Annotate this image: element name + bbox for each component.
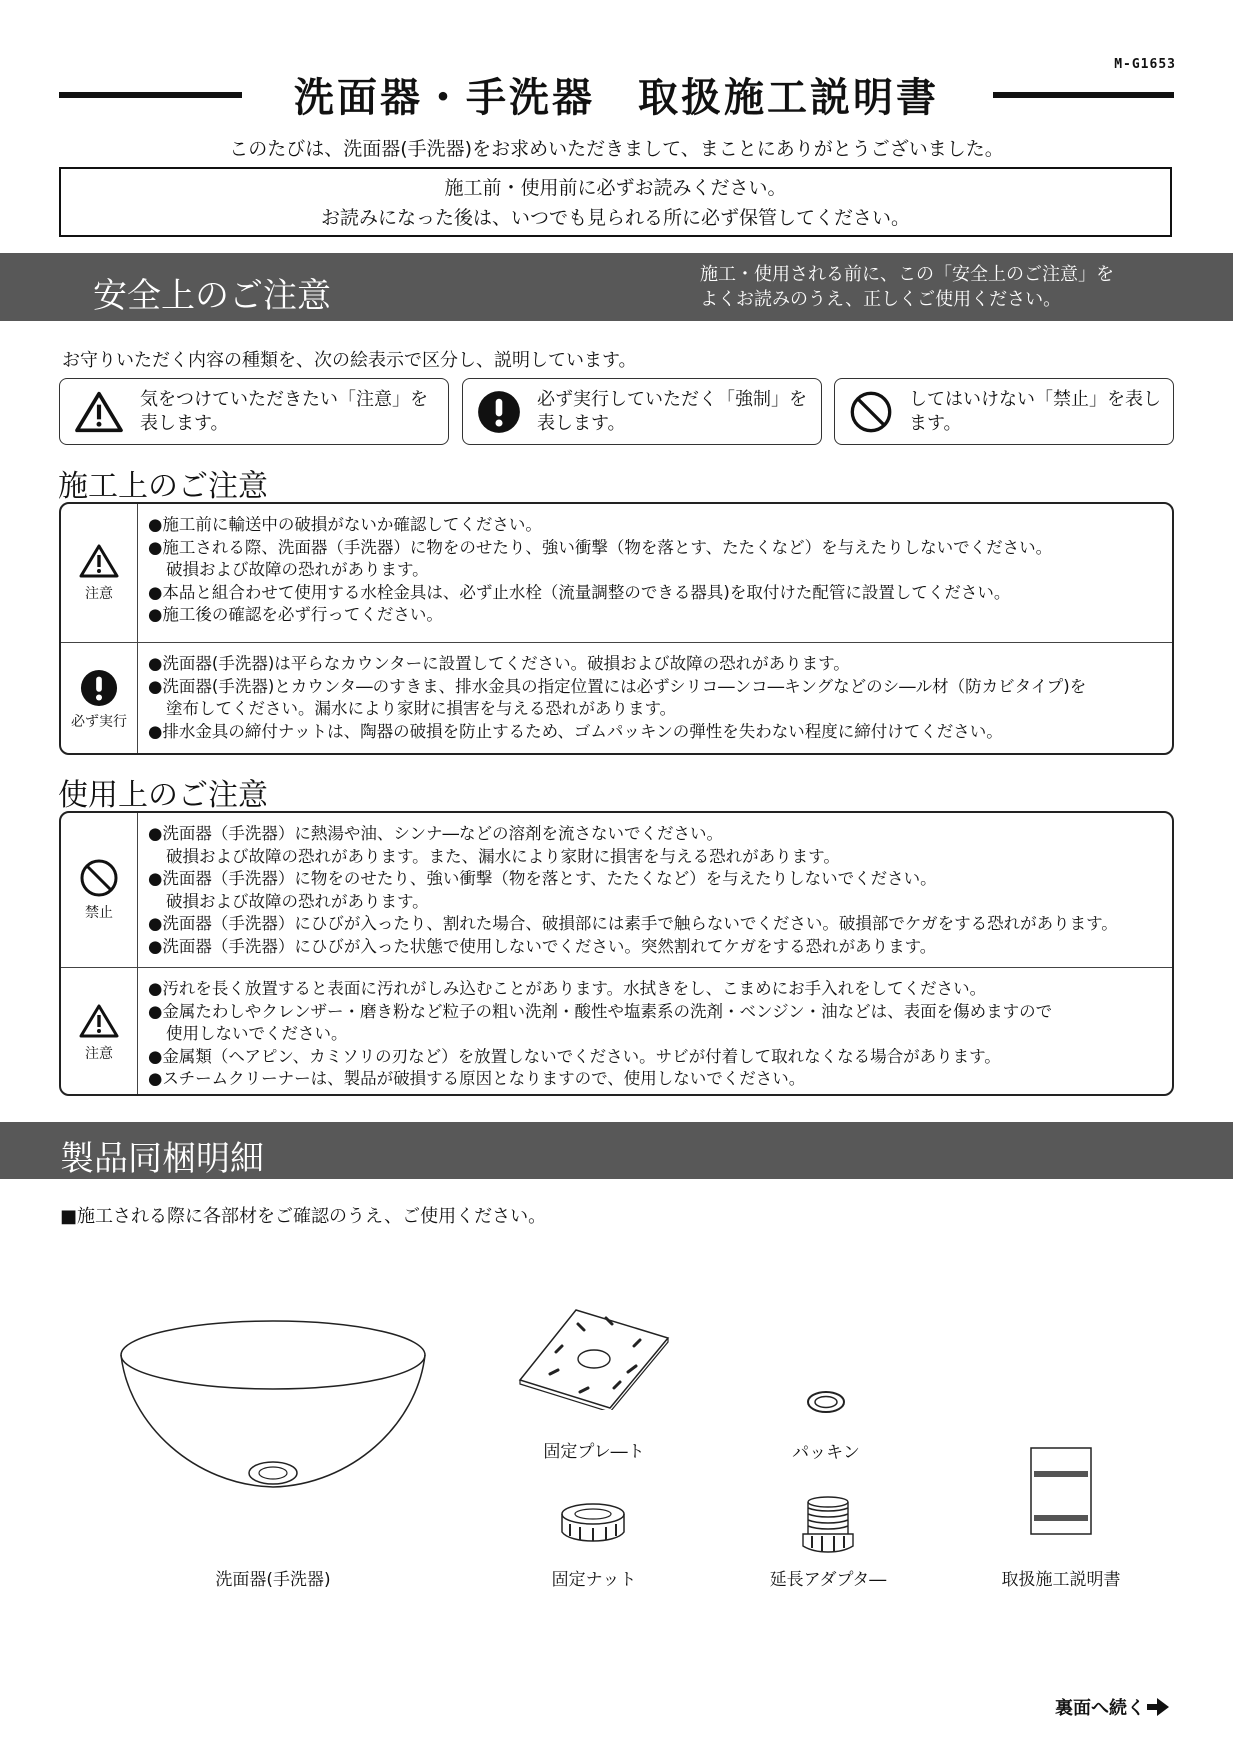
legend-text: ます。 bbox=[909, 412, 962, 434]
contents-header-band bbox=[0, 1122, 1233, 1179]
read-before-notice bbox=[59, 167, 1172, 237]
safety-note-line: 施工・使用される前に、この「安全上のご注意」を bbox=[700, 264, 1114, 285]
notice-line: 施工前・使用前に必ずお読みください。 bbox=[444, 177, 787, 199]
safety-header-band bbox=[0, 253, 1233, 321]
list-item: ●施工後の確認を必ず行ってください。 bbox=[148, 605, 443, 624]
item-caption: 洗面器(手洗器) bbox=[215, 1570, 331, 1590]
usage-caution-row bbox=[61, 967, 1172, 1096]
list-item: 破損および故障の恐れがあります。 bbox=[166, 560, 429, 579]
list-item: ●洗面器（手洗器）に熱湯や油、シンナ―などの溶剤を流さないでください。 bbox=[148, 824, 723, 843]
list-item: ●金属類（ヘアピン、カミソリの刃など）を放置しないでください。サビが付着して取れなくなる場合があります。 bbox=[148, 1046, 1001, 1066]
item-caption: 取扱施工説明書 bbox=[1001, 1570, 1121, 1590]
list-item: 破損および故障の恐れがあります。 bbox=[166, 891, 429, 911]
arrow-right-icon bbox=[1145, 1697, 1171, 1717]
list-item: ●洗面器（手洗器）にひびが入った状態で使用しないでください。突然割れてケガをする恐れがあります。 bbox=[148, 936, 937, 956]
list-item: ●施工前に輸送中の破損がないか確認してください。 bbox=[148, 515, 542, 534]
item-caption: 固定プレ―ト bbox=[543, 1442, 645, 1462]
legend-text: 気をつけていただきたい「注意」を bbox=[140, 388, 428, 410]
list-item: ●洗面器（手洗器）に物をのせたり、強い衝撃（物を落とす、たたくなど）を与えたりしないでください。 bbox=[148, 869, 937, 888]
install-mandatory-row bbox=[61, 642, 1172, 755]
legend-text: 必ず実行していただく「強制」を bbox=[537, 388, 807, 410]
caution-triangle-icon bbox=[74, 390, 124, 434]
list-item: ●汚れを長く放置すると表面に汚れがしみ込むことがあります。水拭きをし、こまめにお手入れをしてください。 bbox=[148, 979, 987, 998]
row-icon-cell bbox=[61, 643, 138, 755]
list-item: ●洗面器(手洗器)とカウンタ―のすきま、排水金具の指定位置には必ずシリコ―ンコ―キングなどのシ―ル材（防カビタイプ)を bbox=[148, 676, 1087, 696]
list-item: ●施工される際、洗面器（手洗器）に物をのせたり、強い衝撃（物を落とす、たたくなど）を与えたりしないでください。 bbox=[148, 537, 1053, 557]
legend-text: 表します。 bbox=[140, 412, 229, 434]
legend-mandatory bbox=[462, 378, 822, 445]
row-body bbox=[138, 643, 1094, 755]
list-item: ●スチームクリーナーは、製品が破損する原因となりますので、使用しないでください。 bbox=[148, 1069, 806, 1088]
row-body bbox=[138, 504, 1060, 642]
row-icon-cell bbox=[61, 504, 138, 642]
fixing-nut-illustration bbox=[560, 1502, 626, 1546]
row-label: 必ず実行 bbox=[71, 713, 127, 730]
legend-text: 表します。 bbox=[537, 412, 626, 434]
legend-prohibition bbox=[834, 378, 1174, 445]
list-item: ●洗面器(手洗器)は平らなカウンターに設置してください。破損および故障の恐れがあります。 bbox=[148, 654, 850, 673]
list-item: ●本品と組合わせて使用する水栓金具は、必ず止水栓（流量調整のできる器具)を取付けた配管に設置してください。 bbox=[148, 582, 1011, 602]
fixing-plate-illustration bbox=[518, 1308, 670, 1410]
prohibition-icon bbox=[79, 858, 119, 898]
legend-intro: お守りいただく内容の種類を、次の絵表示で区分し、説明しています。 bbox=[62, 350, 637, 371]
legend-text: してはいけない「禁止」を表し bbox=[909, 388, 1161, 410]
safety-note bbox=[700, 262, 1114, 312]
list-item: 使用しないでください。 bbox=[166, 1024, 348, 1043]
packing-illustration bbox=[806, 1390, 846, 1414]
washbasin-illustration bbox=[115, 1315, 431, 1493]
contents-heading: 製品同梱明細 bbox=[60, 1139, 264, 1179]
extension-adapter-illustration bbox=[800, 1496, 856, 1560]
page-title: 洗面器・手洗器 取扱施工説明書 bbox=[294, 75, 939, 121]
row-icon-cell bbox=[61, 968, 138, 1096]
list-item: 塗布してください。漏水により家財に損害を与える恐れがあります。 bbox=[166, 699, 677, 718]
continue-text: 裏面へ続く bbox=[1055, 1698, 1145, 1719]
safety-note-line: よくお読みのうえ、正しくご使用ください。 bbox=[700, 289, 1062, 310]
prohibition-icon bbox=[849, 390, 893, 434]
row-body bbox=[138, 968, 1060, 1096]
list-item: ●洗面器（手洗器）にひびが入ったり、割れた場合、破損部には素手で触らないでください。破損部でケガをする恐れがあります。 bbox=[148, 914, 1118, 933]
mandatory-exclamation-icon bbox=[80, 669, 118, 707]
usage-prohibition-row bbox=[61, 813, 1172, 967]
document-code: M-G1653 bbox=[1114, 57, 1176, 72]
thanks-text: このたびは、洗面器(手洗器)をお求めいただきまして、まことにありがとうございました。 bbox=[229, 138, 1004, 160]
manual-illustration bbox=[1030, 1447, 1092, 1535]
continue-indicator bbox=[1055, 1694, 1171, 1720]
list-item: 破損および故障の恐れがあります。また、漏水により家財に損害を与える恐れがあります。 bbox=[166, 846, 840, 866]
install-heading: 施工上のご注意 bbox=[58, 469, 268, 504]
usage-heading: 使用上のご注意 bbox=[58, 778, 268, 813]
row-icon-cell bbox=[61, 813, 138, 967]
contents-note: ■施工される際に各部材をご確認のうえ、ご使用ください。 bbox=[60, 1206, 547, 1227]
row-body bbox=[138, 813, 1126, 967]
caution-triangle-icon bbox=[79, 1003, 119, 1039]
mandatory-exclamation-icon bbox=[477, 390, 521, 434]
caution-triangle-icon bbox=[79, 543, 119, 579]
notice-line: お読みになった後は、いつでも見られる所に必ず保管してください。 bbox=[320, 207, 910, 229]
list-item: ●金属たわしやクレンザー・磨き粉など粒子の粗い洗剤・酸性や塩素系の洗剤・ベンジン・油などは、表面を傷めますので bbox=[148, 1001, 1053, 1021]
item-caption: 固定ナット bbox=[551, 1570, 637, 1590]
install-caution-box bbox=[59, 502, 1174, 755]
row-label: 注意 bbox=[85, 1045, 113, 1062]
item-caption: パッキン bbox=[792, 1443, 860, 1463]
safety-heading: 安全上のご注意 bbox=[93, 276, 331, 316]
install-caution-row bbox=[61, 504, 1172, 642]
usage-caution-box bbox=[59, 811, 1174, 1096]
row-label: 注意 bbox=[85, 586, 113, 602]
row-label: 禁止 bbox=[85, 905, 113, 921]
legend-caution bbox=[59, 378, 449, 445]
item-caption: 延長アダプタ― bbox=[769, 1570, 887, 1590]
list-item: ●排水金具の締付ナットは、陶器の破損を防止するため、ゴムパッキンの弾性を失わない程度に締付けてください。 bbox=[148, 721, 1003, 741]
